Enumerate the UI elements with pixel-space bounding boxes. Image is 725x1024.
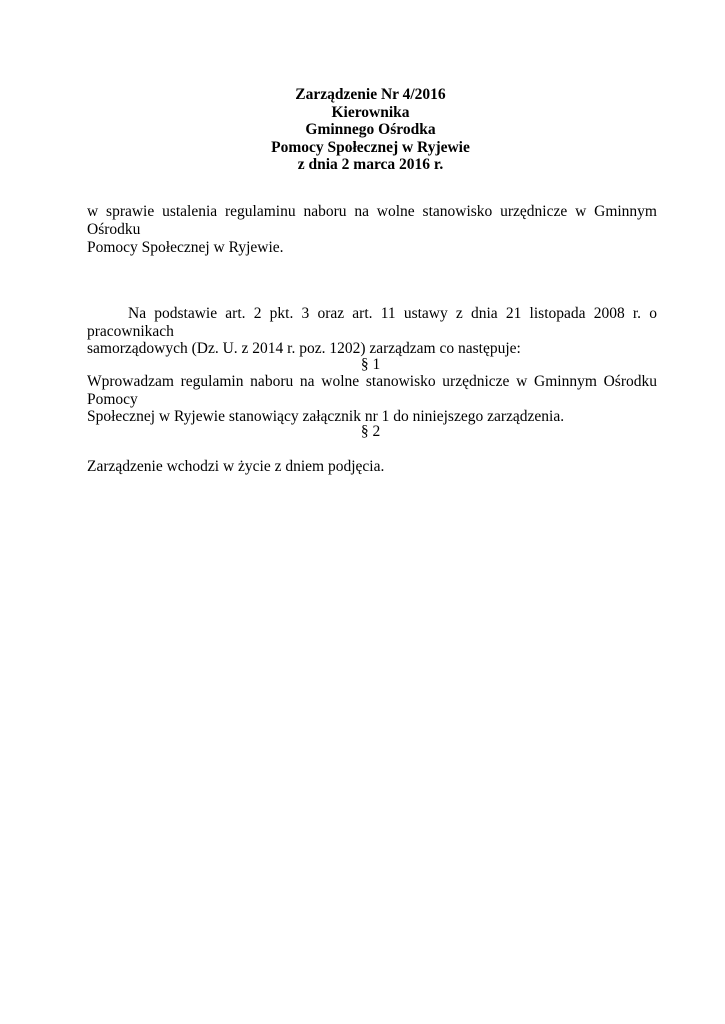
legal-basis-text: Na podstawie art. 2 pkt. 3 oraz art. 11 ustawy z dnia 21 listopada 2008 r. o pracownikach <box>87 305 657 340</box>
legal-basis-paragraph <box>87 305 657 358</box>
title-line-ordinance-number: Zarządzenie Nr 4/2016 <box>295 86 446 103</box>
legal-basis-line: samorządowych (Dz. U. z 2014 r. poz. 1202) zarządzam co następuje: <box>87 340 521 358</box>
title-line-institution: Gminnego Ośrodka <box>305 121 436 139</box>
section-2-mark: § 2 <box>360 423 381 440</box>
title-line-date: z dnia 2 marca 2016 r. <box>297 156 444 174</box>
document-title <box>0 86 725 174</box>
subject-line: w sprawie ustalenia regulaminu naboru na wolne stanowisko urzędnicze w Gminnym Ośrodku <box>87 203 657 238</box>
section-1-text <box>87 373 657 426</box>
subject-line: Pomocy Społecznej w Ryjewie. <box>87 239 284 256</box>
section-1-line: Wprowadzam regulamin naboru na wolne stanowisko urzędnicze w Gminnym Ośrodku Pomocy <box>87 373 657 408</box>
title-line-issuer: Kierownika <box>331 103 410 121</box>
subject-paragraph <box>87 203 657 257</box>
section-2-text: Zarządzenie wchodzi w życie z dniem podjęcia. <box>87 458 385 475</box>
section-1-line: Społecznej w Ryjewie stanowiący załącznik nr 1 do niniejszego zarządzenia. <box>87 408 565 426</box>
legal-basis-line <box>87 305 657 340</box>
section-1-mark: § 1 <box>360 356 381 373</box>
title-line-institution-location: Pomocy Społecznej w Ryjewie <box>271 138 470 156</box>
